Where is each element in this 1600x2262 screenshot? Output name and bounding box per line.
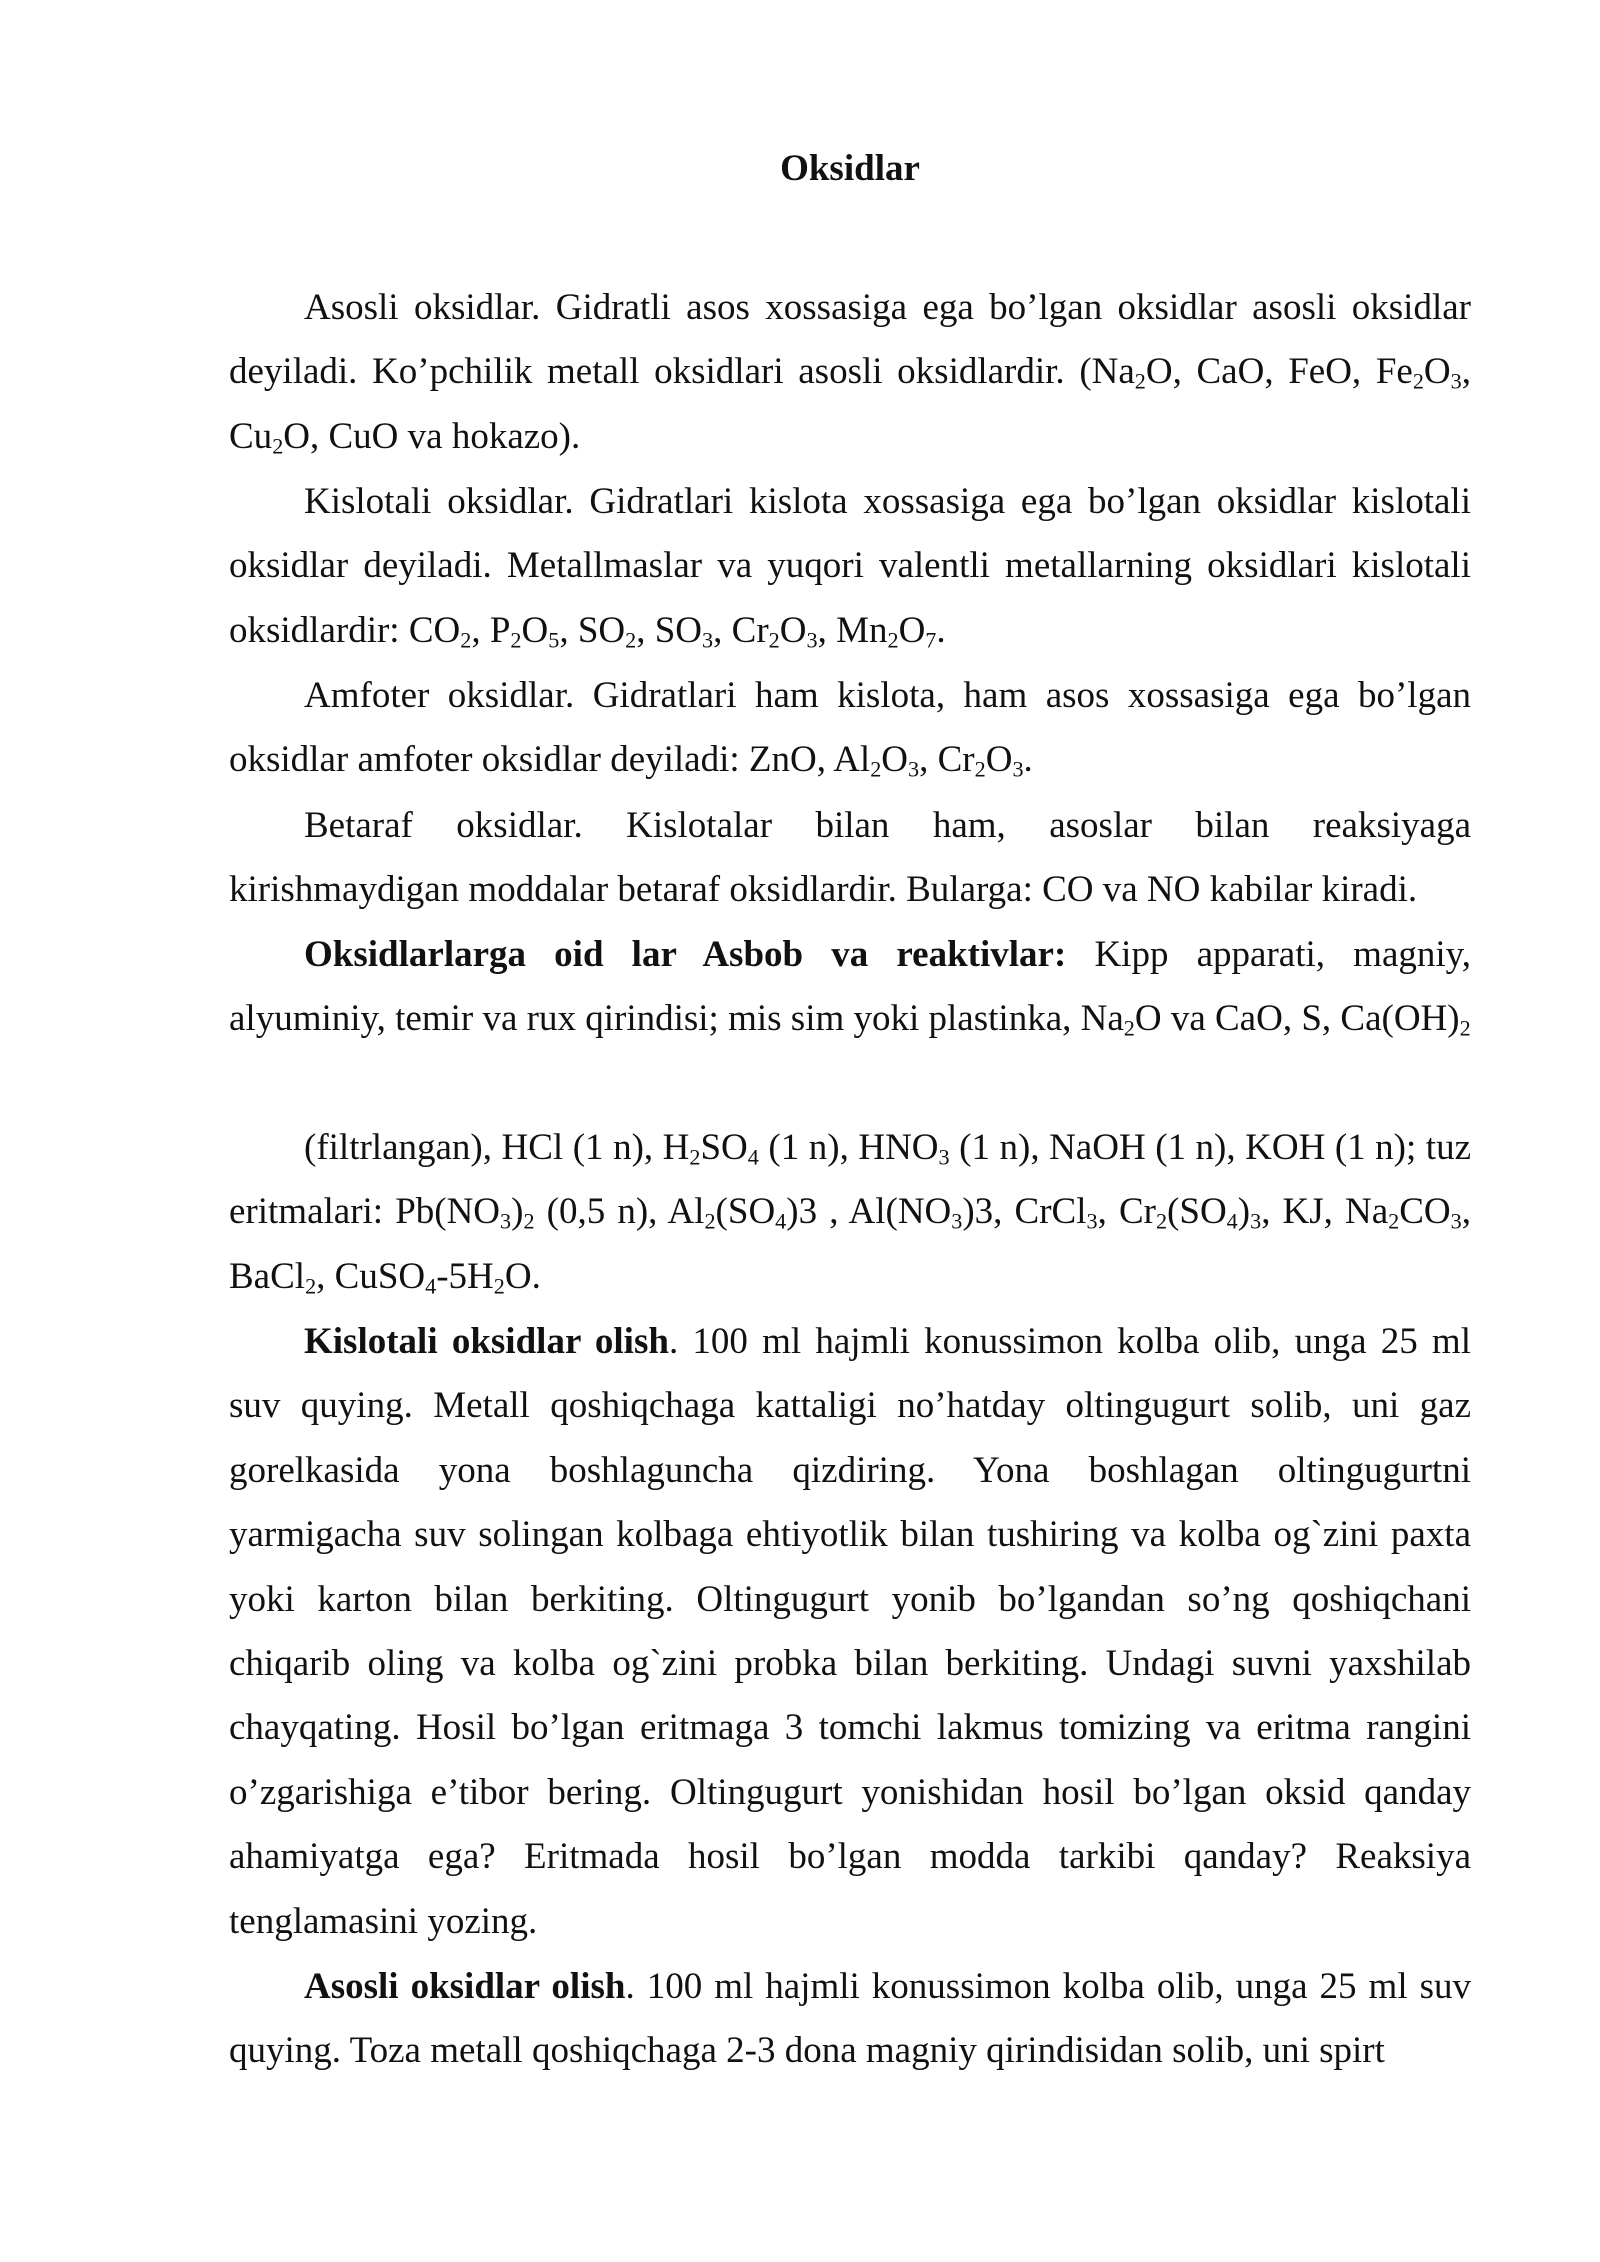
subscript: 4 — [1226, 1208, 1238, 1234]
paragraph-body: Kipp apparati, magniy, alyuminiy, temir va rux qirindisi; mis sim yoki plastinka, $Na_2O$ va CaO, S, $Ca(OH)_2$ — [229, 934, 1471, 1041]
paragraph-body: (filtrlangan), HCl (1 n), $H_2SO_4$ (1 n), $HNO_3$ (1 n), NaOH (1 n), KOH (1 n); tuz eritmalari: $Pb(NO_3)_2$ (0,5 n), $Al_2(SO_4)3$ , $Al(NO_3)3$, CrCl$_3$, $Cr_2(SO_4)_3$, KJ, $Na_2CO_3$, BaCl$_2$, $CuSO_4-5H_2O$. — [229, 1127, 1471, 1299]
document-page — [229, 148, 1471, 2072]
paragraph-asosli-oksidlar — [229, 276, 1471, 469]
subscript: 2 — [1155, 1208, 1168, 1234]
paragraph-betaraf-oksidlar — [229, 794, 1471, 923]
subscript: 3 — [908, 756, 920, 782]
subscript: 3 — [806, 627, 818, 653]
subscript: 2 — [887, 627, 899, 653]
subscript: 2 — [625, 627, 637, 653]
subscript: 2 — [1123, 1015, 1135, 1041]
paragraph-label: Kislotali oksidlar. — [304, 481, 574, 522]
subscript: 7 — [925, 627, 937, 653]
subscript: 3 — [1250, 1208, 1262, 1234]
paragraph-asbob-reaktivlar — [229, 923, 1471, 1052]
paragraph-body: . 100 ml hajmli konussimon kolba olib, unga 25 ml suv quying. Metall qoshiqchaga kattaligi no’hatday oltingugurt solib, uni gaz gorelkasida yona boshlaguncha qizdiring. Yona boshlagan oltingugurtni yarmigacha suv solingan kolbaga ehtiyotlik bilan tushiring va kolba og`zini paxta yoki karton bilan berkiting. Oltingugurt yonib bo’lgandan so’ng qoshiqchani chiqarib oling va kolba og`zini probka bilan berkiting. Undagi suvni yaxshilab chayqating. Hosil bo’lgan eritmaga 3 tomchi lakmus tomizing va eritma rangini o’zgarishiga e’tibor bering. Oltingugurt yonishidan hosil bo’lgan oksid qanday ahamiyatga ega? Eritmada hosil bo’lgan modda tarkibi qanday? Reaksiya tenglamasini yozing. — [229, 1321, 1471, 1942]
paragraph-label: Oksidlarlarga oid lar Asbob va reaktivlar: — [304, 934, 1067, 975]
subscript: 2 — [510, 627, 522, 653]
subscript: 3 — [1450, 368, 1462, 394]
paragraph-reagents-list — [229, 1116, 1471, 1309]
subscript: 2 — [1388, 1208, 1400, 1234]
subscript: 2 — [704, 1208, 716, 1234]
subscript: 2 — [493, 1273, 505, 1299]
subscript: 2 — [1412, 368, 1424, 394]
subscript: 3 — [938, 1144, 950, 1170]
subscript: 2 — [870, 756, 882, 782]
subscript: 4 — [747, 1144, 759, 1170]
subscript: 3 — [702, 627, 714, 653]
paragraph-kislotali-oksidlar — [229, 470, 1471, 663]
subscript: 3 — [500, 1208, 512, 1234]
paragraph-asosli-oksidlar-olish — [229, 1955, 1471, 2084]
subscript: 2 — [1134, 368, 1146, 394]
paragraph-body: Kislotalar bilan ham, asoslar bilan reaksiyaga kirishmaydigan moddalar betaraf oksidlardir. Bularga: CO va NO kabilar kiradi. — [229, 805, 1471, 911]
paragraph-label: Asosli oksidlar olish — [304, 1966, 626, 2007]
subscript: 2 — [523, 1208, 535, 1234]
paragraph-kislotali-oksidlar-olish — [229, 1310, 1471, 1954]
paragraph-label: Asosli oksidlar. — [304, 287, 541, 328]
subscript: 3 — [951, 1208, 963, 1234]
subscript: 2 — [272, 433, 284, 459]
paragraph-body: Gidratlari kislota xossasiga ega bo’lgan oksidlar kislotali oksidlar deyiladi. Metallmaslar va yuqori valentli metallarning oksidlari kislotali oksidlardir: $CO_2$, $P_2O_5$, $SO_2$, $SO_3$, $Cr_2O_3$, $Mn_2O_7$. — [229, 481, 1471, 653]
subscript: 2 — [768, 627, 780, 653]
paragraph-body: Gidratli asos xossasiga ega bo’lgan oksidlar asosli oksidlar deyiladi. Ko’pchilik metall oksidlari asosli oksidlardir. ($Na_2O$, CaO, FeO, $Fe_2O_3$, $Cu_2O$, CuO va hokazo). — [229, 287, 1471, 459]
subscript: 2 — [689, 1144, 701, 1170]
subscript: 2 — [974, 756, 986, 782]
subscript: 5 — [548, 627, 560, 653]
paragraph-label: Betaraf oksidlar. — [304, 805, 583, 846]
subscript: 3 — [1086, 1208, 1098, 1234]
subscript: 4 — [425, 1273, 437, 1299]
subscript: 2 — [305, 1273, 317, 1299]
paragraph-label: Kislotali oksidlar olish — [304, 1321, 669, 1362]
paragraph-body: Gidratlari ham kislota, ham asos xossasiga ega bo’lgan oksidlar amfoter oksidlar deyiladi: ZnO, $Al_2O_3$, $Cr_2O_3$. — [229, 675, 1471, 782]
page-title: Oksidlar — [780, 148, 920, 189]
paragraph-amfoter-oksidlar — [229, 664, 1471, 793]
subscript: 4 — [775, 1208, 787, 1234]
paragraph-label: Amfoter oksidlar. — [304, 675, 575, 716]
paragraph-body: . 100 ml hajmli konussimon kolba olib, unga 25 ml suv quying. Toza metall qoshiqchaga 2-3 dona magniy qirindisidan solib, uni spirt — [229, 1966, 1471, 2072]
subscript: 3 — [1012, 756, 1024, 782]
subscript: 2 — [460, 627, 472, 653]
subscript: 2 — [1459, 1015, 1471, 1041]
subscript: 3 — [1450, 1208, 1462, 1234]
